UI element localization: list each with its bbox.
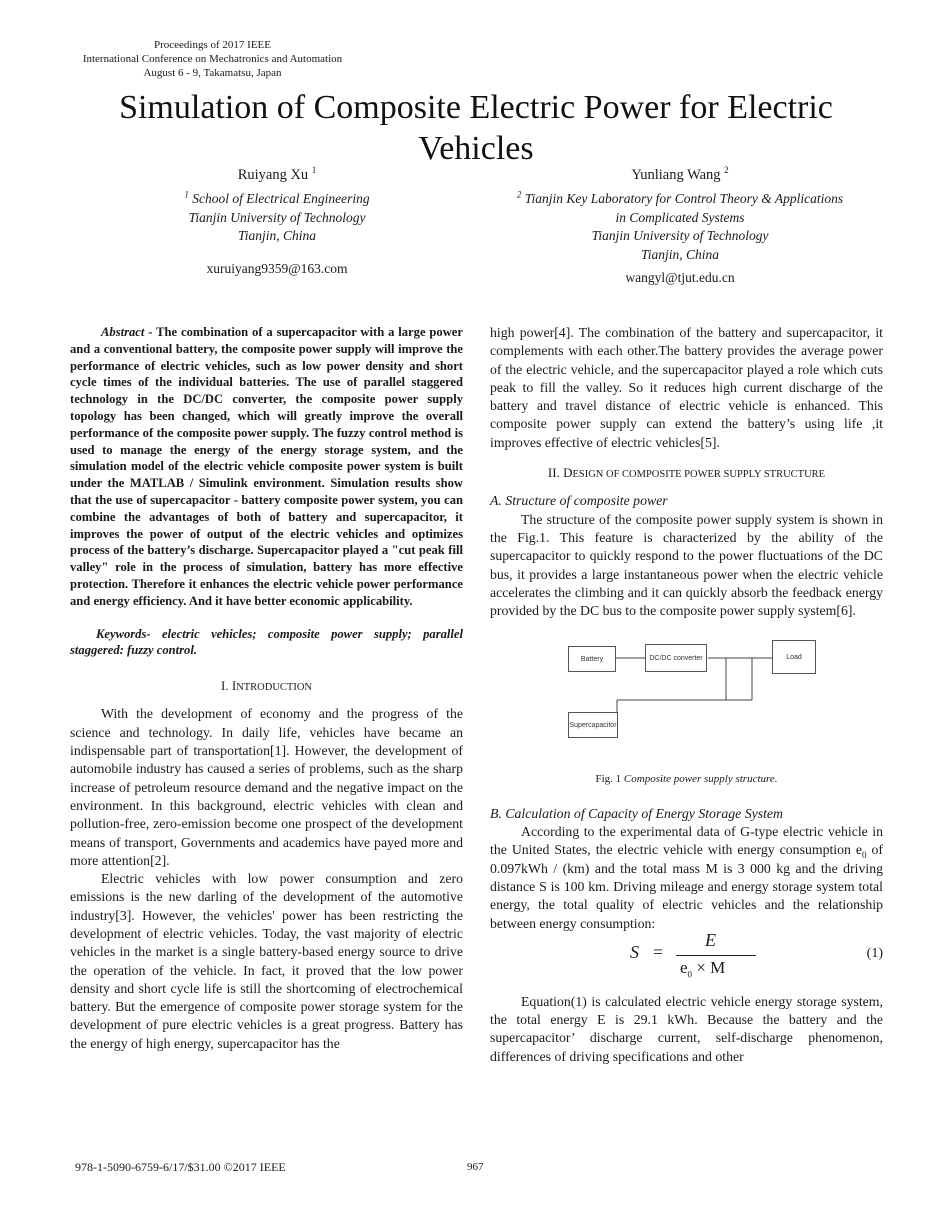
intro-continuation: high power[4]. The combination of the battery and supercapacitor, it complements with each other.The battery provides the average power of the electric vehicle, and the supercapacitor played a role which cuts peak to fill the valley. So it reduces high current discharge of the battery and travel distance of electric vehicle is enhanced. This composite power supply can extend the battery’s using life ,it improves effective of electric vehicles[5].: [490, 325, 883, 450]
keywords: Keywords- electric vehicles; composite power supply; parallel staggered: fuzzy control.: [70, 626, 463, 658]
intro-paragraph: Electric vehicles with low power consumption and zero emissions is the new darling of the development of the automotive industry[3]. However, the vehicles' power has been restricting the development of electric vehicles. Today, the vast majority of electric vehicles in the market is a single battery-based energy source to drive the operation of the vehicle. In fact, it proved that the low power density and short cycle life is still the shortcoming of electrochemical battery. But the emergence of composite power storage system for the development of pure electric vehicles is a great progress. Battery has the energy of high energy, supercapacitor has the: [70, 871, 463, 1051]
author-block-2: [480, 166, 880, 287]
section-heading-design: II. DESIGN OF COMPOSITE POWER SUPPLY STRUCTURE: [547, 465, 826, 481]
figure-caption: Fig. 1 Composite power supply structure.: [595, 773, 778, 786]
battery-box: Battery: [568, 646, 616, 672]
load-box: Load: [772, 640, 816, 674]
footer-isbn: 978-1-5090-6759-6/17/$31.00 ©2017 IEEE: [75, 1160, 286, 1174]
paragraph-capacity: According to the experimental data of G-type electric vehicle in the United States, the electric vehicle with energy consumption $e_0$ of 0.097kWh / (km) and the total mass M is 3 000 kg and the driving distance S is 100 km. Driving mileage and energy storage system total energy, the total quality of electric vehicles and the relationship between energy consumption:: [490, 824, 883, 931]
equation-number: (1): [866, 945, 883, 961]
subsection-heading-a: A. Structure of composite power: [490, 493, 668, 509]
equation-1: [490, 929, 883, 987]
proceedings-line: August 6 - 9, Takamatsu, Japan: [143, 67, 282, 79]
proceedings-line: International Conference on Mechatronics and Automation: [82, 53, 343, 65]
equation-equals: =: [653, 941, 664, 962]
left-column: [70, 324, 463, 1053]
right-column: [490, 324, 883, 1066]
section-heading-introduction: I. INTRODUCTION: [220, 678, 312, 694]
paragraph-equation-result: Equation(1) is calculated electric vehicle energy storage system, the total energy E is 29.1 kWh. Because the battery and the supercapacitor’ discharge current, self-discharge phenomenon, differences of driving specifications and other: [490, 993, 883, 1064]
author-affiliation: $^1$ School of Electrical Engineering Tianjin University of Technology Tianjin, China: [184, 189, 370, 243]
equation-fraction-bar: [676, 955, 756, 956]
author-name: Ruiyang Xu $^1$: [237, 165, 317, 183]
page-number: 967: [467, 1161, 484, 1173]
equation-denominator: $e_0 \times M$: [680, 957, 726, 980]
equation-lhs: S: [630, 941, 639, 962]
subsection-heading-b: B. Calculation of Capacity of Energy Storage System: [490, 805, 784, 821]
author-name: Yunliang Wang $^2$: [631, 165, 729, 183]
supercapacitor-box: Supercapacitor: [568, 712, 618, 738]
paragraph-structure: The structure of the composite power supply system is shown in the Fig.1. This feature is characterized by the ability of the supercapacitor to quickly respond to the power fluctuations of the DC bus, it provides a large instantaneous power when the electric vehicle accelerates the climbing and it can quickly absorb the feedback energy provided by the DC bus to the composite power supply system[6].: [490, 511, 883, 619]
author-affiliation: $^2$ Tianjin Key Laboratory for Control Theory & Applications in Complicated Systems Tianjin University of Technology Tianjin, China: [516, 189, 844, 262]
proceedings-line: Proceedings of 2017 IEEE: [154, 39, 271, 51]
author-email: wangyl@tjut.edu.cn: [625, 270, 735, 285]
author-email: xuruiyang9359@163.com: [206, 260, 348, 276]
dc-dc-converter-box: DC/DC converter: [645, 644, 707, 672]
equation-numerator: E: [705, 929, 716, 950]
author-block-1: [162, 166, 392, 278]
abstract: Abstract - The combination of a supercapacitor with a large power and a conventional battery, the composite power supply will improve the performance of electric vehicles, such as low power density and short cycle times of the individual batteries. The use of parallel staggered technology in the DC/DC converter, the composite power supply topology has been changed, which will greatly improve the overall performance of the composite power supply. The fuzzy control method is used to manage the energy of the energy storage system, and the simulation model of the electric vehicle composite power system is built under the MATLAB / Simulink environment. Simulation results show that the use of supercapacitor - battery composite power system, you can combine the advantages of both of battery and supercapacitor, it improves the power of output of the electric vehicles and optimizes process of the battery’s discharge. Supercapacitor played a "cut peak fill valley" role in the process of simulation, battery has more effective protection. Therefore it enhances the electric vehicle power performance and energy efficiency. And it have better economic applicability.: [70, 325, 463, 608]
proceedings-header: [60, 38, 365, 80]
intro-paragraph: With the development of economy and the progress of the science and technology. In daily life, vehicles have became an indispensable part of transportation[1]. However, the development of automobile industry has caused a series of problems, such as the sharp increase of petroleum resource demand and the negative impact on the environment. In this background, electric vehicles with clean and pollution-free, zero-emission become one prospect of the development means of transport, Governments and academics have payed more and more attention[2].: [70, 706, 463, 868]
figure-1-diagram: [490, 638, 883, 768]
paper-title: Simulation of Composite Electric Power for Electric Vehicles: [119, 89, 833, 167]
